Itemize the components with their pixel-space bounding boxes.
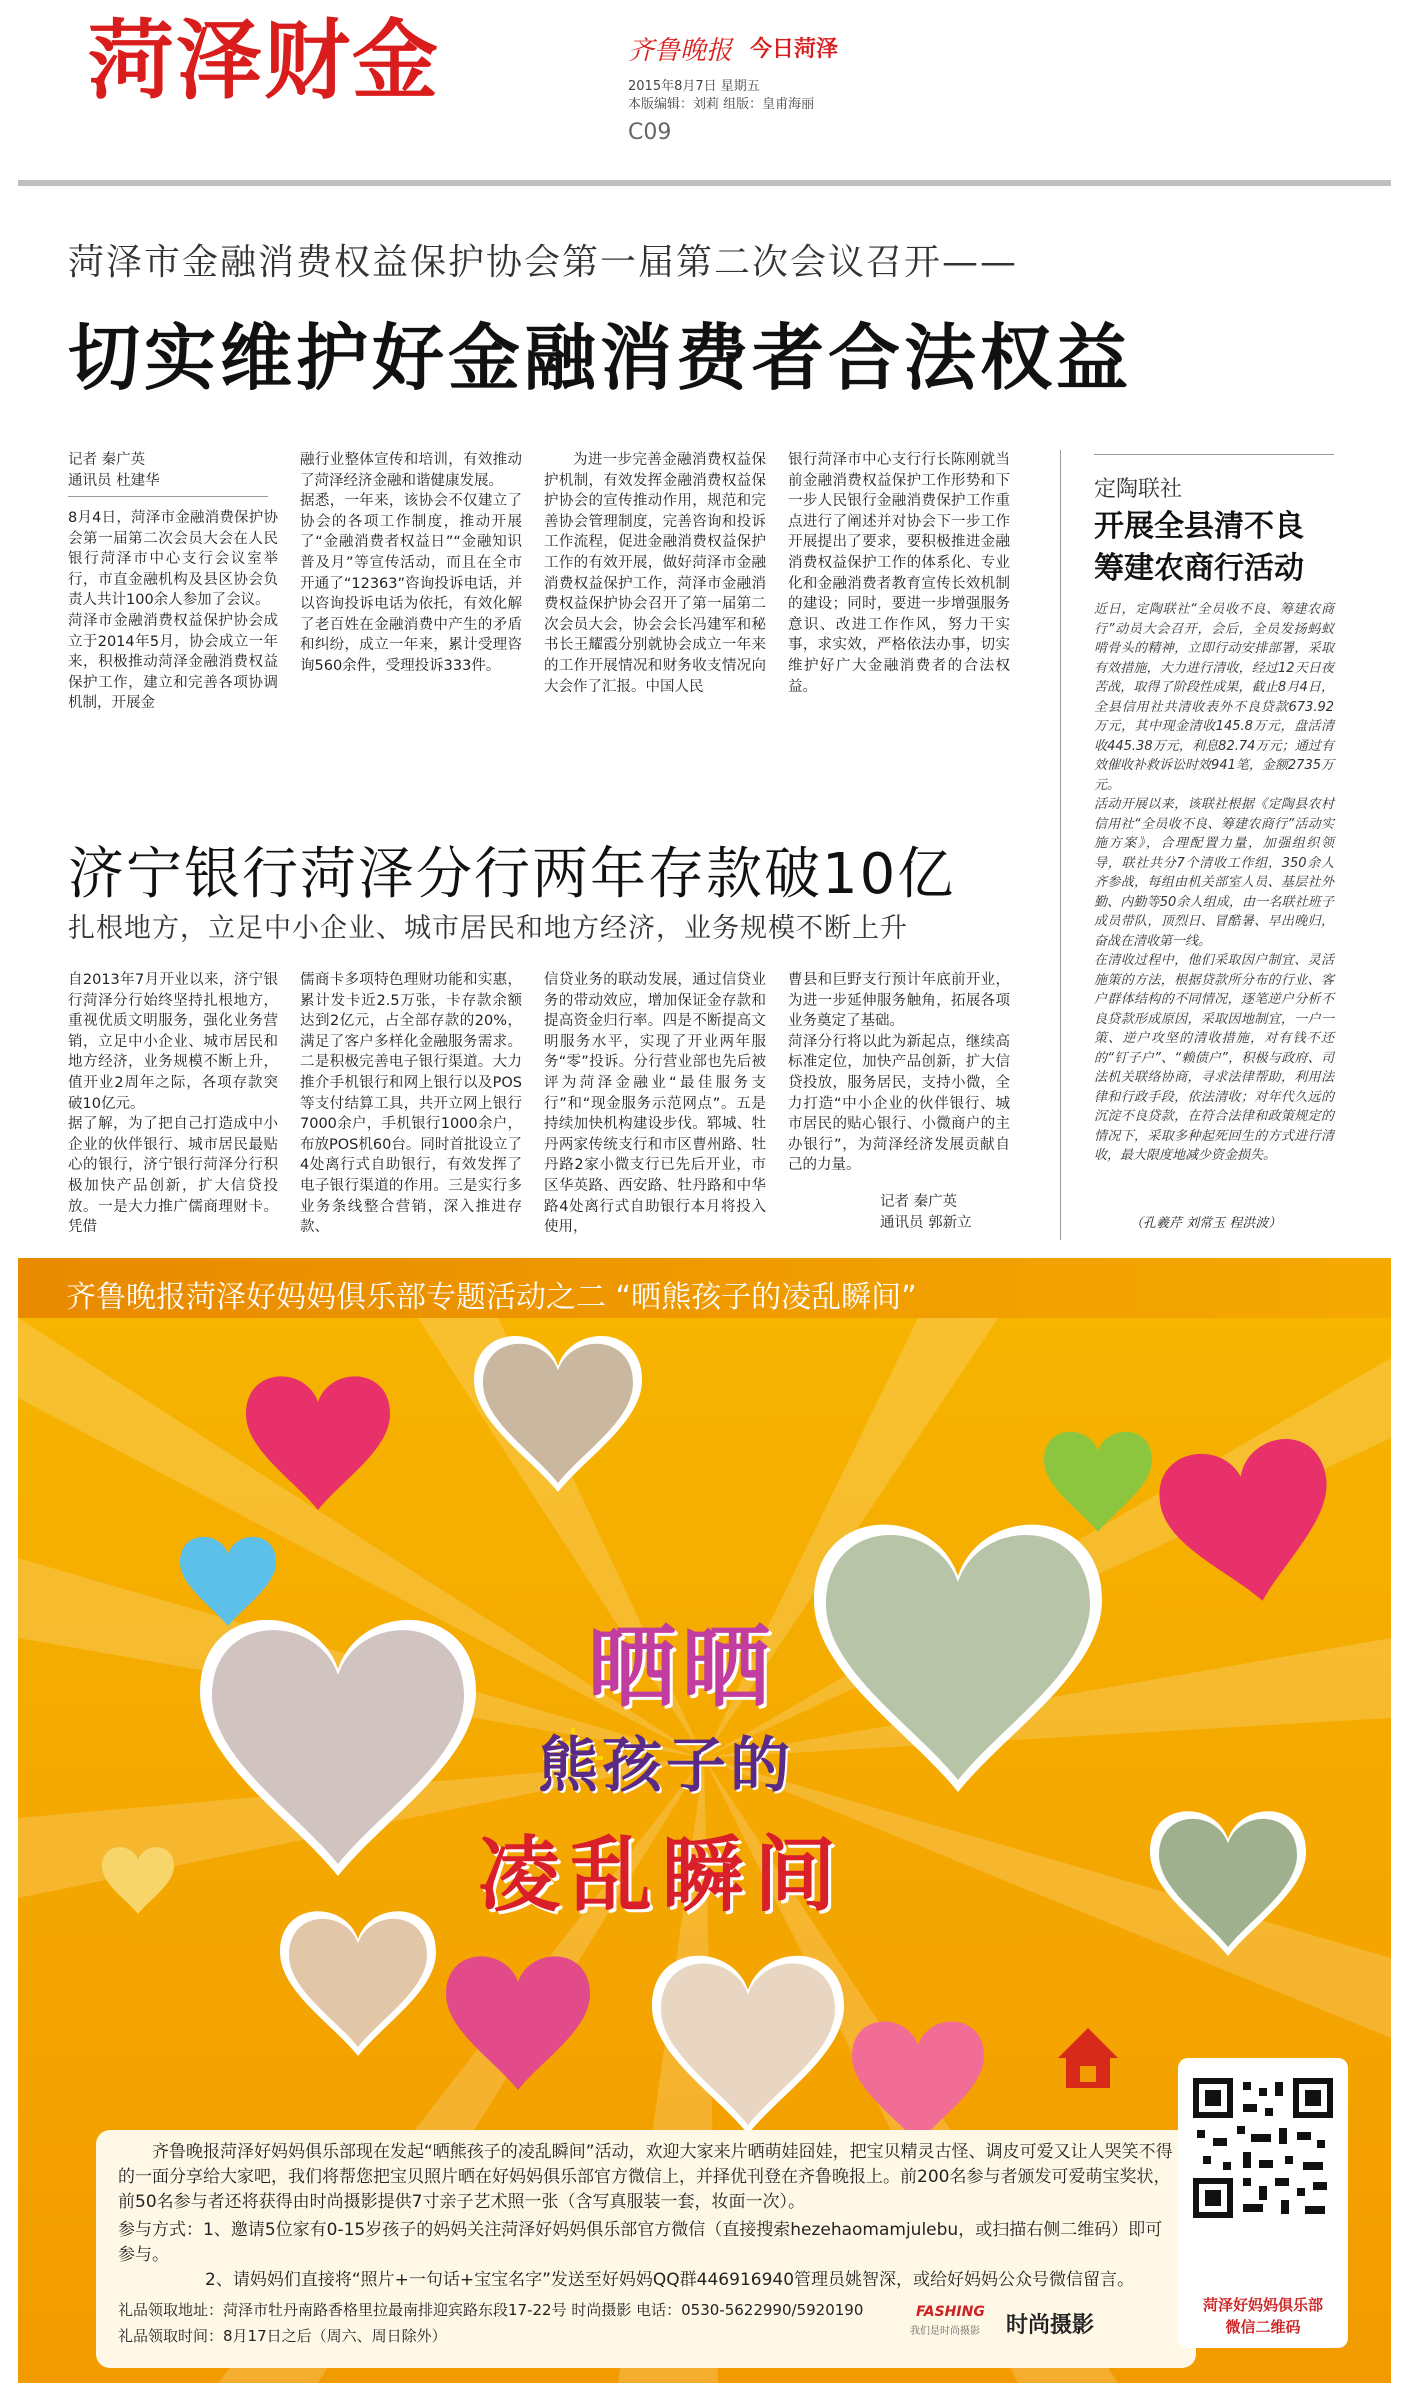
sidebar-top-rule	[1094, 454, 1334, 455]
story2-col2: 儒商卡多项特色理财功能和实惠，累计发卡近2.5万张，卡存款余额达到2亿元，占全部存款的20%，满足了客户多样化金融服务需求。二是积极完善电子银行渠道。大力推介手机银行和网上银行以及POS等支付结算工具，共开立网上银行7000余户，手机银行1000余户，布放POS机60台。同时首批设立了4处离行式自助银行，有效发挥了电子银行渠道的作用。三是实行多业务条线整合营销，深入推进存款、	[300, 972, 522, 1236]
promo-banner	[18, 1258, 1391, 2383]
child-photo-1	[483, 1344, 633, 1483]
house-icon	[1058, 2028, 1118, 2088]
child-photo-4	[1159, 1819, 1297, 1947]
heart-blue	[180, 1537, 276, 1626]
story2-byline	[880, 1192, 972, 1234]
sponsor-brand: FASHING	[916, 2304, 985, 2320]
masthead-title: 菏泽财金	[88, 11, 440, 111]
sidebar-credit: （孔羲芹 刘常玉 程洪波）	[1130, 1216, 1282, 1231]
heart-rose	[852, 2021, 984, 2138]
editor-credit: 本版编辑：刘莉 组版：皇甫海丽	[628, 97, 815, 112]
child-photo-5	[289, 1919, 427, 2047]
story2-reporter: 记者 秦广英	[880, 1194, 958, 1210]
issue-date: 2015年8月7日 星期五	[628, 79, 760, 94]
qr-label-line2: 微信二维码	[1225, 2318, 1301, 2336]
heart-yellow	[102, 1847, 174, 1914]
heart-green	[1044, 1432, 1152, 1532]
story2-col3: 信贷业务的联动发展，通过信贷业务的带动效应，增加保证金存款和提高资金归行率。四是不断提高文明服务水平，实现了开业两年服务“零”投诉。分行营业部也先后被评为菏泽金融业“最佳服务支行”和“现金服务示范网点”。五是持续加快机构建设步伐。郓城、牡丹两家传统支行和市区曹州路、牡丹路2家小微支行已先后开业，市区华英路、西安路、牡丹路和中华路4处离行式自助银行本月将投入使用，	[544, 972, 766, 1236]
qr-code-icon[interactable]	[1193, 2078, 1333, 2218]
story2-subhead: 扎根地方，立足中小企业、城市居民和地方经济，业务规模不断上升	[68, 913, 908, 944]
sidebar-headline	[1094, 506, 1304, 590]
sponsor-brand-sub: 我们是时尚摄影	[910, 2326, 980, 2337]
story1-col4: 银行菏泽市中心支行行长陈刚就当前金融消费权益保护工作形势和下一步人民银行金融消费保护工作重点进行了阐述并对协会下一步工作开展提出了要求，要积极推进金融消费权益保护工作的体系化、专业化和金融消费者教育宣传长效机制的建设；同时，要进一步增强服务意识、改进工作作风，努力干实事，求实效，严格依法办事，切实维护好广大金融消费者的合法权益。	[788, 452, 1010, 695]
sidebar-divider	[1060, 450, 1061, 1240]
masthead-meta	[628, 78, 814, 114]
story1-kicker: 菏泽市金融消费权益保护协会第一届第二次会议召开——	[68, 242, 1019, 283]
sponsor-name: 时尚摄影	[1006, 2313, 1095, 2338]
heart-pink	[246, 1376, 390, 1510]
story1-headline: 切实维护好金融消费者合法权益	[68, 316, 1133, 400]
join-method-2: 2、请妈妈们直接将“照片+一句话+宝宝名字”发送至好妈妈QQ群446916940管理员姚智深，或给好妈妈公众号微信留言。	[205, 2270, 1135, 2290]
story1-byline	[68, 450, 268, 492]
page-number: C09	[628, 120, 672, 145]
child-photo-2	[212, 1630, 464, 1864]
story1-col3: 为进一步完善金融消费权益保护机制，有效发挥金融消费权益保护协会的宣传推动作用，规范和完善协会管理制度，完善咨询和投诉工作流程，促进金融消费权益保护工作的有效开展，做好菏泽市金融消费权益保护工作，菏泽市金融消费权益保护协会召开了第一届第二次会员大会，协会会长冯建军和秘书长王耀霞分别就协会成立一年来的工作开展情况和财务收支情况向大会作了汇报。中国人民	[544, 452, 766, 695]
top-rule	[18, 180, 1391, 186]
sidebar-kicker: 定陶联社	[1094, 477, 1183, 502]
child-photo-3	[826, 1535, 1090, 1780]
story2-correspondent: 通讯员 郭新立	[880, 1215, 972, 1231]
qr-panel	[1178, 2058, 1348, 2348]
banner-big-line3: 凌乱瞬间	[478, 1828, 847, 1923]
story1-correspondent: 通讯员 杜建华	[68, 473, 160, 489]
qr-label-line1: 菏泽好妈妈俱乐部	[1202, 2296, 1323, 2314]
story2-col4: 曹县和巨野支行预计年底前开业，为进一步延伸服务触角，拓展各项业务奠定了基础。 菏泽分行将以此为新起点，继续高标准定位，加快产品创新，扩大信贷投放，服务居民，支持小微，全力打造“中小企业的伙伴银行、城市居民的贴心银行、小微商户的主办银行”，为菏泽经济发展贡献自己的力量。	[788, 972, 1010, 1174]
banner-big-line1: 晒晒	[588, 1616, 777, 1719]
sidebar-headline-line1: 开展全县清不良	[1094, 509, 1304, 544]
heart-magenta	[446, 1956, 590, 2090]
paper-name: 齐鲁晚报	[628, 36, 733, 66]
story1-col1: 8月4日，菏泽市金融消费保护协会第一届第二次会员大会在人民银行菏泽市中心支行会议室举行，市直金融机构及县区协会负责人共计100余人参加了会议。 菏泽市金融消费权益保护协会成立于2014年5月，协会成立一年来，积极推动菏泽金融消费权益保护工作，建立和完善各项协调机制，开展金	[68, 510, 278, 712]
gift-time: 礼品领取时间：8月17日之后（周六、周日除外）	[118, 2327, 447, 2345]
banner-title: 齐鲁晚报菏泽好妈妈俱乐部专题活动之二 “晒熊孩子的凌乱瞬间”	[66, 1280, 917, 1315]
story2-col1: 自2013年7月开业以来，济宁银行菏泽分行始终坚持扎根地方，重视优质文明服务，强化业务营销，立足中小企业、城市居民和地方经济，业务规模不断上升，值开业2周年之际，各项存款突破10亿元。 据了解，为了把自己打造成中小企业的伙伴银行、城市居民最贴心的银行，济宁银行菏泽分行积极加快产品创新，扩大信贷投放。一是大力推广儒商理财卡。凭借	[68, 972, 278, 1236]
banner-big-line2: 熊孩子的	[538, 1731, 794, 1801]
story1-reporter: 记者 秦广英	[68, 452, 146, 468]
gift-address: 礼品领取地址：菏泽市牡丹南路香格里拉最南排迎宾路东段17-22号 时尚摄影 电话：0530-5622990/5920190	[118, 2301, 864, 2319]
byline-rule	[68, 496, 268, 497]
section-name: 今日菏泽	[750, 37, 839, 62]
story1-col2: 融行业整体宣传和培训，有效推动了菏泽经济金融和谐健康发展。 据悉，一年来，该协会不仅建立了协会的各项工作制度，推动开展了“金融消费者权益日”“金融知识普及月”等宣传活动，而且在全市开通了“12363”咨询投诉电话，并以咨询投诉电话为依托，有效化解了老百姓在金融消费中产生的矛盾和纠纷，成立一年来，累计受理咨询560余件，受理投诉333件。	[300, 452, 522, 674]
heart-pink-right	[1153, 1433, 1346, 1616]
child-photo-6	[661, 1963, 835, 2125]
sidebar-headline-line2: 筹建农商行活动	[1094, 551, 1304, 586]
story2-headline: 济宁银行菏泽分行两年存款破10亿	[68, 842, 956, 907]
sidebar-body: 近日，定陶联社“全员收不良、筹建农商行”动员大会召开，会后，全员发扬蚂蚁啃骨头的精神，立即行动安排部署，采取有效措施，大力进行清收，经过12天日夜苦战，取得了阶段性成果，截止8月4日，全县信用社共清收表外不良贷款673.92万元，其中现金清收145.8万元，盘活清收445.38万元，利息82.74万元；通过有效催收补救诉讼时效941笔，金额2735万元。 活动开展以来，该联社根据《定陶县农村信用社“全员收不良、筹建农商行”活动实施方案》，合理配置力量，加强组织领导，联社共分7个清收工作组，350余人齐参战，每组由机关部室人员、基层社外勤、内勤等50余人组成，由一名联社班子成员带队，顶烈日、冒酷暑、早出晚归，奋战在清收第一线。 在清收过程中，他们采取因户制宜、灵活施策的方法，根据贷款所分布的行业、客户群体结构的不同情况，逐笔逆户分析不良贷款形成原因，采取因地制宜，一户一策、逆户攻坚的清收措施，对有钱不还的“钉子户”、“赖债户”，积极与政府、司法机关联络协商，寻求法律帮助，利用法律和行政手段，依法清收；对年代久远的沉淀不良贷款，在符合法律和政策规定的情况下，采取多种起死回生的方式进行清收，最大限度地减少资金损失。	[1094, 602, 1334, 1163]
join-method-1: 参与方式：1、邀请5位家有0-15岁孩子的妈妈关注菏泽好妈妈俱乐部官方微信（直接搜索hezehaomamjulebu，或扫描右侧二维码）即可参与。	[118, 2220, 1163, 2265]
campaign-intro: 齐鲁晚报菏泽好妈妈俱乐部现在发起“晒熊孩子的凌乱瞬间”活动，欢迎大家来片晒萌娃囧娃，把宝贝精灵古怪、调皮可爱又让人哭笑不得的一面分享给大家吧，我们将帮您把宝贝照片晒在好妈妈俱乐部官方微信上，并择优刊登在齐鲁晚报上。前200名参与者颁发可爱萌宝奖状，前50名参与者还将获得由时尚摄影提供7寸亲子艺术照一张（含写真服装一套，妆面一次）。	[118, 2142, 1173, 2212]
